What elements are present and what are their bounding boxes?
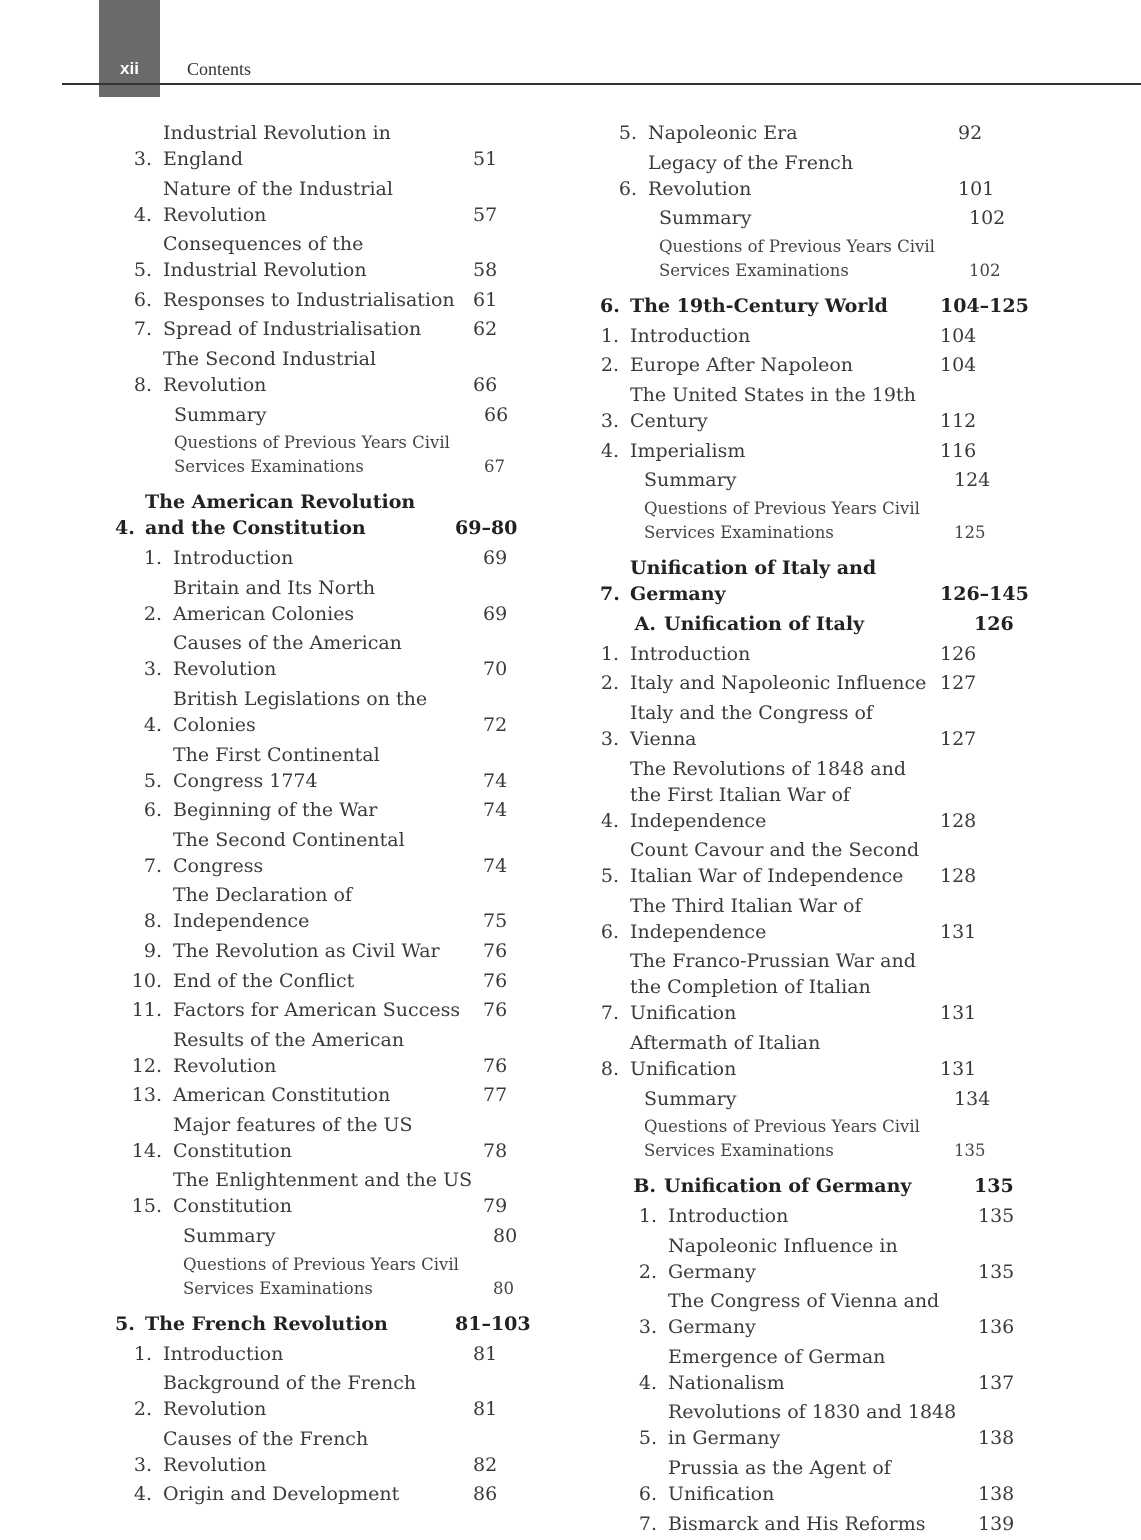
- entry-title: Summary: [183, 1225, 276, 1248]
- entry-number: 1.: [600, 324, 619, 347]
- toc-entry[interactable]: [600, 150, 1045, 202]
- toc-entry[interactable]: [115, 997, 559, 1023]
- entry-number: B.: [633, 1175, 656, 1198]
- entry-title: The Third Italian War of Independence: [630, 894, 862, 943]
- entry-title: Origin and Development: [163, 1483, 400, 1506]
- entry-page-number: 112: [940, 409, 977, 432]
- entry-number: 3.: [600, 727, 619, 750]
- header-rule: [62, 83, 1141, 85]
- entry-title: Introduction: [163, 1342, 284, 1365]
- running-header-title: Contents: [187, 59, 252, 79]
- entry-title: Questions of Previous Years Civil Services Examinations: [183, 1254, 459, 1298]
- entry-title: American Constitution: [173, 1084, 391, 1107]
- entry-page-number: 92: [958, 122, 983, 144]
- entry-title: Questions of Previous Years Civil Services Examinations: [174, 433, 450, 477]
- entry-page-number: 104–125: [940, 294, 1029, 317]
- entry-number: 2.: [600, 354, 619, 377]
- entry-title: Causes of the American Revolution: [173, 632, 402, 681]
- toc-entry[interactable]: [115, 1112, 559, 1164]
- entry-number: A.: [634, 612, 656, 635]
- entry-number: 5.: [143, 769, 162, 792]
- toc-entry[interactable]: [600, 1288, 1045, 1340]
- entry-page-number: 74: [483, 799, 508, 822]
- entry-page-number: 81–103: [455, 1312, 531, 1335]
- entry-title: Responses to Industrialisation: [163, 288, 455, 311]
- toc-entry[interactable]: [600, 1511, 1045, 1537]
- toc-questions-entry[interactable]: [600, 497, 1045, 545]
- entry-page-number: 57: [473, 203, 498, 226]
- toc-entry[interactable]: [115, 545, 559, 571]
- entry-title: The Congress of Vienna and Germany: [668, 1290, 940, 1339]
- entry-title: Questions of Previous Years Civil Services Examinations: [659, 236, 935, 280]
- entry-title: Legacy of the French Revolution: [648, 151, 854, 200]
- toc-questions-entry[interactable]: [115, 1253, 559, 1301]
- entry-number: 4.: [133, 203, 152, 226]
- entry-title: Questions of Previous Years Civil Services Examinations: [644, 498, 920, 542]
- entry-title: Introduction: [630, 324, 751, 347]
- entry-number: 10.: [131, 969, 162, 992]
- entry-page-number: 138: [978, 1427, 1015, 1450]
- entry-title: The 19th-Century World: [630, 294, 888, 317]
- toc-entry[interactable]: [115, 346, 559, 398]
- entry-page-number: 128: [940, 865, 977, 888]
- entry-page-number: 86: [473, 1483, 498, 1506]
- entry-number: 7.: [600, 1002, 619, 1025]
- entry-number: 2.: [600, 672, 619, 695]
- entry-page-number: 77: [483, 1084, 508, 1107]
- entry-page-number: 75: [483, 910, 508, 933]
- entry-page-number: 104: [940, 324, 977, 347]
- entry-page-number: 78: [483, 1139, 508, 1162]
- entry-title: Summary: [644, 469, 737, 492]
- entry-page-number: 67: [484, 457, 505, 477]
- entry-title: Napoleonic Era: [648, 122, 798, 144]
- toc-entry[interactable]: [600, 837, 1045, 889]
- entry-title: The Declaration of Independence: [173, 884, 353, 933]
- entry-page-number: 62: [473, 318, 498, 341]
- toc-entry[interactable]: [600, 670, 1045, 696]
- entry-number: 4.: [600, 809, 619, 832]
- entry-page-number: 82: [473, 1453, 498, 1476]
- entry-title: Napoleonic Influence in Germany: [668, 1234, 898, 1283]
- entry-number: 7.: [133, 318, 152, 341]
- entry-number: 6.: [618, 177, 637, 200]
- entry-number: 1.: [143, 547, 162, 570]
- toc-entry[interactable]: [115, 797, 559, 823]
- entry-number: 8.: [133, 373, 152, 396]
- toc-entry[interactable]: [115, 316, 559, 342]
- entry-number: 7.: [143, 854, 162, 877]
- entry-title: Emergence of German Nationalism: [668, 1345, 886, 1394]
- entry-page-number: 135: [974, 1175, 1014, 1198]
- toc-chapter-heading[interactable]: [600, 1173, 1045, 1199]
- entry-page-number: 74: [483, 769, 508, 792]
- entry-number: 3.: [133, 1453, 152, 1476]
- entry-title: The American Revolution and the Constitution: [145, 491, 416, 540]
- entry-title: Industrial Revolution in England: [163, 122, 391, 170]
- entry-page-number: 69–80: [455, 517, 518, 540]
- toc-chapter-heading[interactable]: [115, 489, 559, 541]
- toc-entry[interactable]: [115, 231, 559, 283]
- entry-page-number: 131: [940, 920, 977, 943]
- entry-page-number: 69: [483, 602, 508, 625]
- entry-page-number: 66: [473, 373, 498, 396]
- entry-page-number: 81: [473, 1398, 498, 1421]
- toc-summary-entry[interactable]: [600, 1086, 1045, 1112]
- entry-page-number: 69: [483, 547, 508, 570]
- entry-number: 3.: [143, 658, 162, 681]
- toc-entry[interactable]: [600, 438, 1045, 464]
- entry-number: 13.: [131, 1084, 162, 1107]
- entry-number: 4.: [143, 713, 162, 736]
- entry-page-number: 135: [954, 1141, 986, 1161]
- entry-page-number: 135: [978, 1205, 1015, 1228]
- toc-entry[interactable]: [115, 1341, 559, 1367]
- entry-number: 2.: [133, 1398, 152, 1421]
- entry-page-number: 126: [940, 642, 977, 665]
- toc-entry[interactable]: [115, 1481, 559, 1507]
- toc-chapter-heading[interactable]: [600, 611, 1045, 637]
- entry-number: 7.: [638, 1512, 657, 1535]
- toc-entry[interactable]: [115, 827, 559, 879]
- entry-page-number: 61: [473, 288, 498, 311]
- entry-page-number: 76: [483, 969, 508, 992]
- entry-title: Introduction: [173, 547, 294, 570]
- toc-entry[interactable]: [115, 1167, 559, 1219]
- entry-page-number: 131: [940, 1002, 977, 1025]
- entry-title: Background of the French Revolution: [163, 1372, 417, 1421]
- entry-title: The Enlightenment and the US Constitution: [173, 1169, 473, 1218]
- entry-number: 8.: [600, 1057, 619, 1080]
- entry-page-number: 102: [969, 207, 1006, 230]
- entry-page-number: 127: [940, 672, 977, 695]
- entry-title: Unification of Italy: [664, 612, 865, 635]
- toc-entry[interactable]: [115, 882, 559, 934]
- entry-page-number: 102: [969, 260, 1001, 280]
- toc-entry[interactable]: [115, 120, 559, 172]
- entry-title: Unification of Italy and Germany: [630, 556, 877, 605]
- entry-title: Europe After Napoleon: [630, 354, 854, 377]
- toc-questions-entry[interactable]: [115, 431, 559, 479]
- toc-left-column: [115, 120, 559, 1511]
- entry-page-number: 131: [940, 1057, 977, 1080]
- entry-number: 3.: [133, 148, 152, 170]
- entry-title: Nature of the Industrial Revolution: [163, 177, 393, 226]
- entry-page-number: 58: [473, 259, 498, 282]
- entry-title: Questions of Previous Years Civil Services Examinations: [644, 1117, 920, 1161]
- entry-title: The French Revolution: [145, 1312, 388, 1335]
- toc-summary-entry[interactable]: [600, 205, 1045, 231]
- toc-entry[interactable]: [115, 1082, 559, 1108]
- entry-page-number: 134: [954, 1087, 991, 1110]
- entry-number: 6.: [600, 294, 620, 317]
- entry-number: 5.: [638, 1427, 657, 1450]
- toc-entry[interactable]: [115, 1370, 559, 1422]
- entry-number: 5.: [600, 865, 619, 888]
- entry-number: 14.: [131, 1139, 162, 1162]
- entry-page-number: 70: [483, 658, 508, 681]
- entry-number: 4.: [133, 1483, 152, 1506]
- toc-entry[interactable]: [600, 948, 1045, 1026]
- entry-number: 1.: [638, 1205, 657, 1228]
- entry-page-number: 101: [958, 177, 995, 200]
- entry-title: Aftermath of Italian Unification: [630, 1031, 821, 1080]
- entry-page-number: 116: [940, 439, 977, 462]
- entry-page-number: 139: [978, 1512, 1015, 1535]
- entry-number: 6.: [638, 1483, 657, 1506]
- toc-summary-entry[interactable]: [600, 467, 1045, 493]
- entry-page-number: 72: [483, 713, 508, 736]
- toc-entry[interactable]: [115, 630, 559, 682]
- entry-page-number: 126–145: [940, 582, 1029, 605]
- entry-title: Major features of the US Constitution: [173, 1113, 413, 1162]
- entry-page-number: 138: [978, 1483, 1015, 1506]
- entry-title: Unification of Germany: [664, 1175, 912, 1198]
- toc-chapter-heading[interactable]: [600, 555, 1045, 607]
- entry-number: 12.: [131, 1054, 162, 1077]
- entry-number: 6.: [600, 920, 619, 943]
- toc-entry[interactable]: [115, 1027, 559, 1079]
- entry-number: 5.: [133, 259, 152, 282]
- entry-title: Spread of Industrialisation: [163, 318, 422, 341]
- entry-title: Italy and Napoleonic Influence: [630, 672, 927, 695]
- entry-number: 9.: [143, 939, 162, 962]
- entry-number: 6.: [143, 799, 162, 822]
- entry-page-number: 128: [940, 809, 977, 832]
- entry-page-number: 76: [483, 999, 508, 1022]
- entry-number: 8.: [143, 910, 162, 933]
- entry-page-number: 126: [974, 612, 1014, 635]
- entry-title: The Second Continental Congress: [173, 828, 405, 877]
- toc-entry[interactable]: [115, 686, 559, 738]
- entry-title: Causes of the French Revolution: [163, 1427, 369, 1476]
- toc-summary-entry[interactable]: [115, 1223, 559, 1249]
- entry-title: Italy and the Congress of Vienna: [630, 701, 873, 750]
- toc-entry[interactable]: [115, 1426, 559, 1478]
- entry-page-number: 81: [473, 1342, 498, 1365]
- entry-number: 6.: [133, 288, 152, 311]
- entry-number: 3.: [600, 409, 619, 432]
- toc-entry[interactable]: [600, 700, 1045, 752]
- entry-number: 4.: [600, 439, 619, 462]
- entry-page-number: 136: [978, 1316, 1015, 1339]
- entry-title: The Revolutions of 1848 and the First Italian War of Independence: [630, 757, 907, 832]
- entry-title: Factors for American Success: [173, 999, 461, 1022]
- entry-title: British Legislations on the Colonies: [173, 687, 428, 736]
- entry-page-number: 125: [954, 522, 986, 542]
- entry-title: Summary: [659, 207, 752, 230]
- entry-number: 11.: [131, 999, 162, 1022]
- toc-right-column: [600, 120, 1045, 1540]
- toc-entry[interactable]: [600, 352, 1045, 378]
- toc-entry[interactable]: [600, 1344, 1045, 1396]
- entry-title: The First Continental Congress 1774: [173, 743, 380, 792]
- toc-entry[interactable]: [600, 323, 1045, 349]
- entry-page-number: 74: [483, 854, 508, 877]
- entry-page-number: 66: [484, 403, 509, 426]
- entry-title: Count Cavour and the Second Italian War of Independence: [630, 839, 920, 888]
- entry-title: End of the Conflict: [173, 969, 355, 992]
- entry-page-number: 76: [483, 939, 508, 962]
- entry-number: 1.: [600, 642, 619, 665]
- entry-title: Consequences of the Industrial Revolution: [163, 233, 367, 282]
- toc-chapter-heading[interactable]: [115, 1311, 559, 1337]
- toc-chapter-heading[interactable]: [600, 293, 1045, 319]
- toc-entry[interactable]: [115, 742, 559, 794]
- entry-number: 2.: [143, 602, 162, 625]
- toc-entry[interactable]: [115, 968, 559, 994]
- entry-page-number: 51: [473, 148, 498, 170]
- entry-title: The Second Industrial Revolution: [163, 347, 377, 396]
- entry-number: 4.: [115, 517, 135, 540]
- entry-title: The United States in the 19th Century: [630, 383, 916, 432]
- toc-entry[interactable]: [115, 176, 559, 228]
- toc-questions-entry[interactable]: [600, 235, 1045, 283]
- entry-number: 5.: [618, 122, 637, 144]
- toc-questions-entry[interactable]: [600, 1115, 1045, 1163]
- toc-entry[interactable]: [115, 287, 559, 313]
- toc-entry[interactable]: [600, 120, 1045, 146]
- entry-title: Imperialism: [630, 439, 746, 462]
- entry-page-number: 80: [493, 1278, 514, 1298]
- entry-page-number: 76: [483, 1054, 508, 1077]
- entry-page-number: 124: [954, 469, 991, 492]
- entry-title: Introduction: [630, 642, 751, 665]
- toc-summary-entry[interactable]: [115, 402, 559, 428]
- toc-entry[interactable]: [600, 1203, 1045, 1229]
- toc-entry[interactable]: [600, 1030, 1045, 1082]
- entry-title: The Franco-Prussian War and the Completion of Italian Unification: [630, 950, 916, 1025]
- entry-title: Bismarck and His Reforms: [668, 1512, 926, 1535]
- entry-number: 3.: [638, 1316, 657, 1339]
- toc-entry[interactable]: [115, 575, 559, 627]
- toc-entry[interactable]: [600, 1399, 1045, 1451]
- entry-page-number: 80: [493, 1225, 518, 1248]
- entry-page-number: 127: [940, 727, 977, 750]
- toc-entry[interactable]: [600, 756, 1045, 834]
- entry-number: 5.: [115, 1312, 135, 1335]
- entry-number: 4.: [638, 1371, 657, 1394]
- entry-title: Revolutions of 1830 and 1848 in Germany: [668, 1401, 957, 1450]
- entry-title: Summary: [644, 1087, 737, 1110]
- entry-number: 15.: [131, 1195, 162, 1218]
- entry-title: Prussia as the Agent of Unification: [668, 1457, 891, 1506]
- toc-entry[interactable]: [600, 1455, 1045, 1507]
- entry-page-number: 79: [483, 1195, 508, 1218]
- entry-title: The Revolution as Civil War: [173, 939, 440, 962]
- toc-entry[interactable]: [600, 382, 1045, 434]
- toc-entry[interactable]: [600, 641, 1045, 667]
- entry-page-number: 135: [978, 1260, 1015, 1283]
- entry-number: 2.: [638, 1260, 657, 1283]
- entry-title: Britain and Its North American Colonies: [173, 576, 376, 625]
- toc-entry[interactable]: [600, 1233, 1045, 1285]
- entry-page-number: 137: [978, 1371, 1015, 1394]
- entry-number: 7.: [600, 582, 620, 605]
- entry-page-number: 104: [940, 354, 977, 377]
- toc-entry[interactable]: [115, 938, 559, 964]
- page-number: xii: [120, 59, 139, 78]
- toc-entry[interactable]: [600, 893, 1045, 945]
- entry-title: Results of the American Revolution: [173, 1028, 405, 1077]
- entry-title: Beginning of the War: [173, 799, 378, 822]
- entry-number: 1.: [133, 1342, 152, 1365]
- entry-title: Summary: [174, 403, 267, 426]
- entry-title: Introduction: [668, 1205, 789, 1228]
